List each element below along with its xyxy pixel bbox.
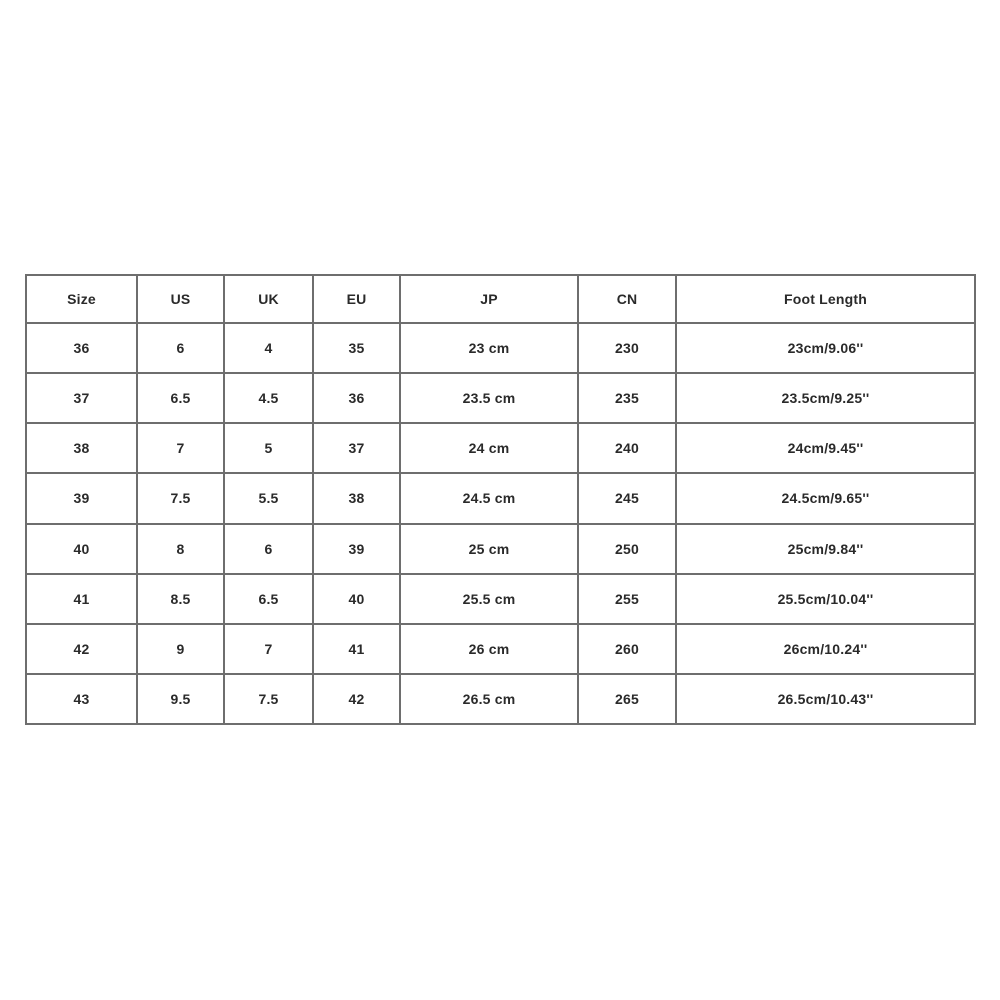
cell-foot-length: 25.5cm/10.04'': [676, 574, 975, 624]
cell-us: 8.5: [137, 574, 224, 624]
cell-foot-length: 26cm/10.24'': [676, 624, 975, 674]
cell-us: 7: [137, 423, 224, 473]
cell-size: 36: [26, 323, 137, 373]
cell-jp: 24 cm: [400, 423, 578, 473]
size-chart-table: [25, 274, 976, 725]
cell-us: 8: [137, 524, 224, 574]
cell-foot-length: 23.5cm/9.25'': [676, 373, 975, 423]
cell-uk: 7: [224, 624, 313, 674]
cell-size: 43: [26, 674, 137, 724]
table-row: [26, 674, 975, 724]
cell-uk: 5.5: [224, 473, 313, 523]
cell-jp: 23.5 cm: [400, 373, 578, 423]
table-row: [26, 524, 975, 574]
cell-size: 42: [26, 624, 137, 674]
cell-eu: 38: [313, 473, 400, 523]
cell-foot-length: 24cm/9.45'': [676, 423, 975, 473]
cell-size: 40: [26, 524, 137, 574]
cell-size: 37: [26, 373, 137, 423]
header-eu: EU: [313, 275, 400, 323]
cell-jp: 25 cm: [400, 524, 578, 574]
cell-jp: 26.5 cm: [400, 674, 578, 724]
table-row: [26, 473, 975, 523]
header-us: US: [137, 275, 224, 323]
cell-cn: 265: [578, 674, 676, 724]
cell-uk: 4.5: [224, 373, 313, 423]
table-row: [26, 624, 975, 674]
cell-foot-length: 24.5cm/9.65'': [676, 473, 975, 523]
cell-jp: 26 cm: [400, 624, 578, 674]
cell-jp: 23 cm: [400, 323, 578, 373]
cell-us: 7.5: [137, 473, 224, 523]
cell-size: 39: [26, 473, 137, 523]
cell-us: 6.5: [137, 373, 224, 423]
cell-foot-length: 23cm/9.06'': [676, 323, 975, 373]
cell-eu: 40: [313, 574, 400, 624]
cell-jp: 24.5 cm: [400, 473, 578, 523]
cell-uk: 7.5: [224, 674, 313, 724]
cell-us: 6: [137, 323, 224, 373]
cell-foot-length: 25cm/9.84'': [676, 524, 975, 574]
cell-size: 41: [26, 574, 137, 624]
cell-cn: 240: [578, 423, 676, 473]
cell-eu: 37: [313, 423, 400, 473]
header-cn: CN: [578, 275, 676, 323]
table-row: [26, 423, 975, 473]
cell-us: 9.5: [137, 674, 224, 724]
cell-size: 38: [26, 423, 137, 473]
cell-uk: 5: [224, 423, 313, 473]
table-body: [26, 323, 975, 724]
cell-cn: 230: [578, 323, 676, 373]
cell-us: 9: [137, 624, 224, 674]
cell-cn: 260: [578, 624, 676, 674]
cell-uk: 6.5: [224, 574, 313, 624]
header-size: Size: [26, 275, 137, 323]
cell-jp: 25.5 cm: [400, 574, 578, 624]
cell-uk: 4: [224, 323, 313, 373]
cell-eu: 42: [313, 674, 400, 724]
cell-uk: 6: [224, 524, 313, 574]
header-foot-length: Foot Length: [676, 275, 975, 323]
cell-eu: 41: [313, 624, 400, 674]
table-row: [26, 323, 975, 373]
cell-eu: 35: [313, 323, 400, 373]
cell-cn: 245: [578, 473, 676, 523]
table-header-row: [26, 275, 975, 323]
cell-cn: 255: [578, 574, 676, 624]
cell-cn: 250: [578, 524, 676, 574]
header-uk: UK: [224, 275, 313, 323]
cell-eu: 36: [313, 373, 400, 423]
cell-foot-length: 26.5cm/10.43'': [676, 674, 975, 724]
cell-cn: 235: [578, 373, 676, 423]
table-row: [26, 574, 975, 624]
cell-eu: 39: [313, 524, 400, 574]
header-jp: JP: [400, 275, 578, 323]
table-row: [26, 373, 975, 423]
